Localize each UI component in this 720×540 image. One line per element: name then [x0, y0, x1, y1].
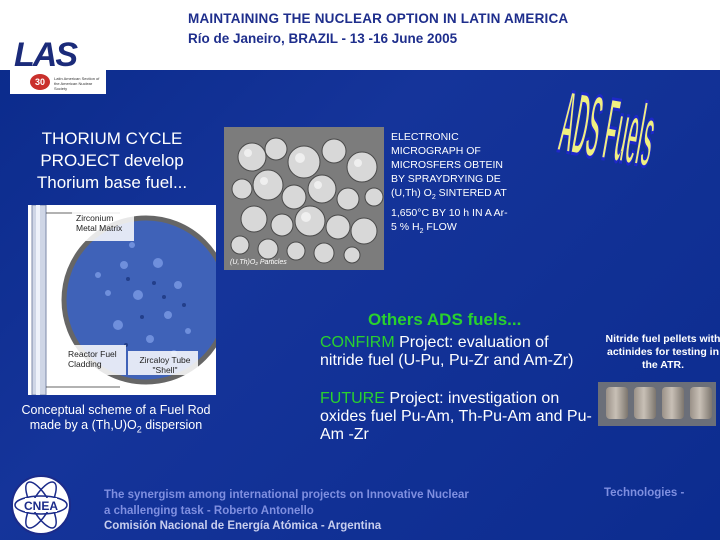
- micrograph-caption-line2: SINTERED AT 1,650°C BY 10 h IN A Ar-5 % H: [391, 187, 508, 233]
- las-logo: [10, 36, 106, 94]
- matrix-text: Zirconium Metal Matrix: [76, 213, 123, 233]
- las-logo-text: LAS: [14, 36, 76, 74]
- micrograph-caption-line1: ELECTRONIC MICROGRAPH OF MICROSFERS OBTEIN BY SPRAYDRYING DE (U,Th) O: [391, 131, 504, 200]
- pellet: [606, 387, 628, 419]
- future-project-text: [320, 390, 602, 444]
- micrograph-image: [224, 127, 384, 270]
- confirm-keyword: CONFIRM: [320, 334, 395, 351]
- confirm-description: Project: evaluation of nitride fuel (U-Pu, Pu-Zr and Am-Zr): [320, 334, 574, 369]
- fuel-rod-diagram: [28, 205, 216, 395]
- fuel-rod-caption: [20, 403, 212, 438]
- footer-technologies: Technologies -: [604, 487, 685, 499]
- fuel-rod-caption-sub: 2: [136, 424, 142, 435]
- footer-line2: a challenging task - Roberto Antonello: [104, 505, 314, 517]
- fuel-rod-caption-main: Conceptual scheme of a Fuel Rod made by a (Th,U)O: [21, 403, 211, 432]
- anniversary-badge: 30: [30, 74, 50, 90]
- footer-institution: Comisión Nacional de Energía Atómica - Argentina: [104, 520, 382, 532]
- footer-synergism: [104, 487, 564, 519]
- cnea-logo: [10, 474, 72, 536]
- confirm-project-text: [320, 334, 596, 370]
- conference-title: MAINTAINING THE NUCLEAR OPTION IN LATIN AMERICA: [188, 11, 569, 26]
- nitride-pellets-photo: [598, 382, 716, 426]
- cnea-emblem: [10, 474, 72, 536]
- micrograph-caption-sub1: 2: [431, 194, 436, 202]
- pellet: [634, 387, 656, 419]
- cladding-text: Reactor Fuel Cladding: [68, 349, 117, 369]
- micrograph-caption-line3: FLOW: [423, 220, 457, 233]
- micrograph-label: (U,Th)O₂ Particles: [230, 259, 287, 266]
- future-description: Project: investigation on oxides fuel Pu-Am, Th-Pu-Am and Pu-Am -Zr: [320, 390, 592, 443]
- cnea-text: CNEA: [23, 499, 59, 513]
- micrograph-caption: [391, 130, 511, 239]
- ads-fuels-wordart: [516, 58, 700, 188]
- tube-text: Zircaloy Tube "Shell": [139, 355, 191, 375]
- footer-line1: The synergism among international projects on Innovative Nuclear: [104, 489, 469, 501]
- micrograph-caption-sub2: 2: [419, 227, 424, 235]
- conference-subtitle: Río de Janeiro, BRAZIL - 13 -16 June 2005: [188, 31, 458, 46]
- pellet: [690, 387, 712, 419]
- las-logo-caption: Latin American Section of the American Nuclear Society: [54, 76, 100, 91]
- future-keyword: FUTURE: [320, 390, 385, 407]
- fuel-rod-caption-end: dispersion: [141, 418, 203, 432]
- ads-fuels-text: ADS Fuels: [553, 71, 663, 186]
- others-ads-heading: Others ADS fuels...: [368, 310, 522, 329]
- pellet: [662, 387, 684, 419]
- nitride-pellets-caption: Nitride fuel pellets with actinides for testing in the ATR.: [605, 333, 720, 371]
- thorium-cycle-text: THORIUM CYCLE PROJECT develop Thorium base fuel...: [36, 129, 188, 192]
- ads-fuels-title: [516, 58, 700, 188]
- micrograph-graphic: [224, 127, 384, 270]
